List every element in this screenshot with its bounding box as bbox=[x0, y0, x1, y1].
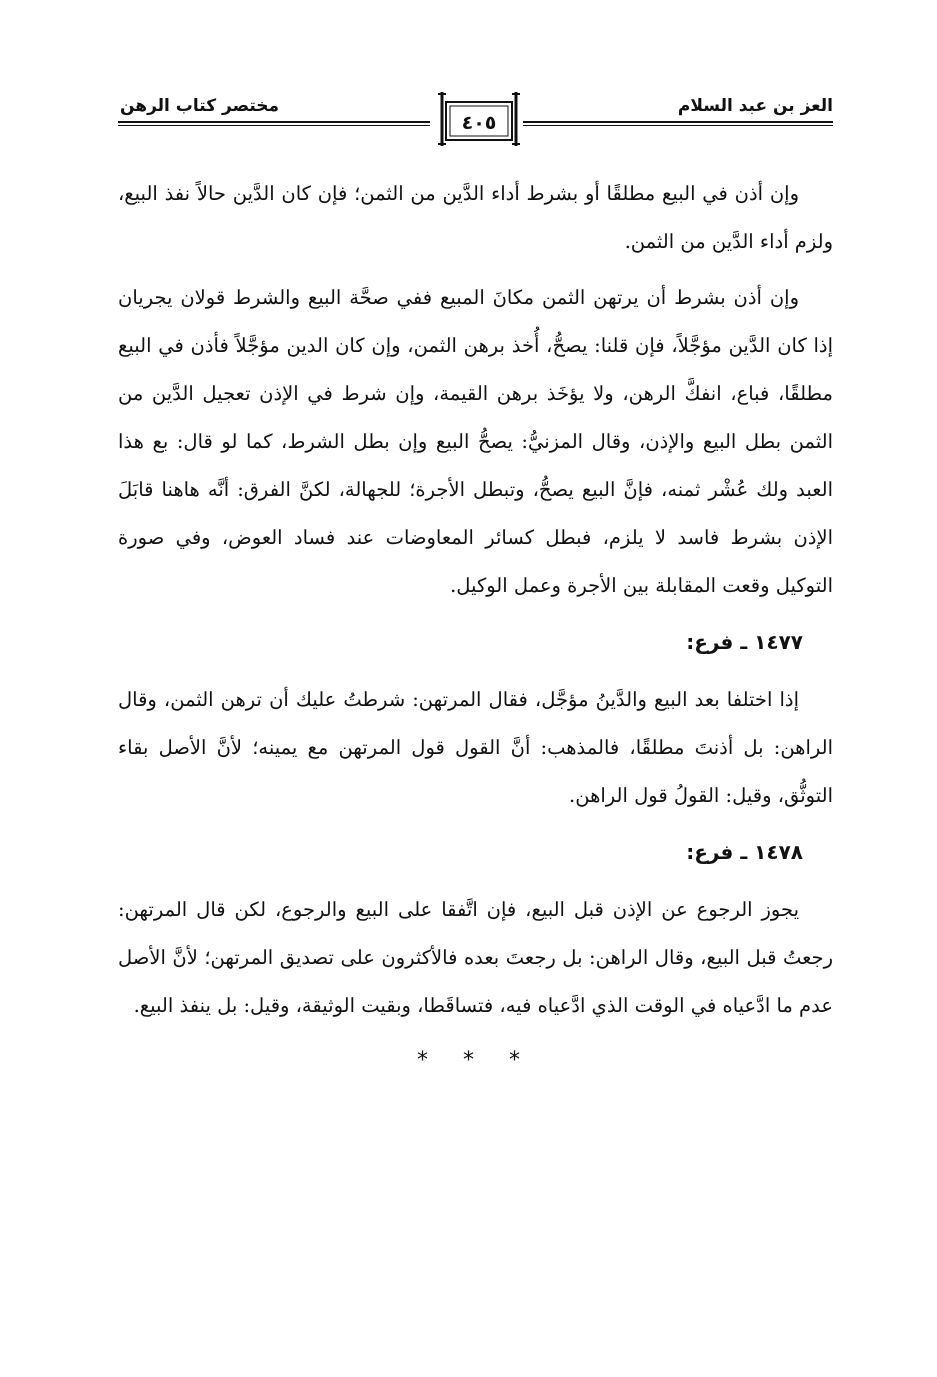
branch-heading-1477: ١٤٧٧ ـ فرع: bbox=[686, 630, 803, 654]
paragraph: وإن أذن بشرط أن يرتهن الثمن مكانَ المبيع ففي صحَّة البيع والشرط قولان يجريان إذا كان الدَّين مؤجَّلاً، فإن قلنا: يصحُّ، أُخذ برهن الثمن، وإن كان الدين مؤجَّلاً فأذن في البيع مطلقًا، فباع، انفكَّ الرهن، ولا يؤخَذ برهن القيمة، وإن شرط في الإذن تعجيل الدَّين من الثمن بطل البيع والإذن، وقال المزنيُّ: يصحُّ البيع وإن بطل الشرط، كما لو قال: بع هذا العبد ولك عُشْر ثمنه، فإنَّ البيع يصحُّ، وتبطل الأجرة؛ للجهالة، لكنَّ الفرق: أنَّه هاهنا قابَلَ الإذن بشرط فاسد لا يلزم، فبطل كسائر المعاوضات عند فساد العوض، وفي صورة التوكيل وقعت المقابلة بين الأجرة وعمل الوكيل. bbox=[118, 286, 833, 597]
page-number-frame bbox=[436, 90, 522, 148]
branch-1477-text: إذا اختلفا بعد البيع والدَّينُ مؤجَّل، فقال المرتهن: شرطتُ عليك أن ترهن الثمن، وقال الراهن: بل أذنتَ مطلقًا، فالمذهب: أنَّ القول قول المرتهن مع يمينه؛ لأنَّ الأصل بقاء التوثُّق، وقيل: القولُ قول الراهن. bbox=[118, 688, 833, 807]
author-title: العز بن عبد السلام bbox=[677, 96, 833, 116]
page-body bbox=[118, 170, 833, 1073]
branch-heading-1478: ١٤٧٨ ـ فرع: bbox=[686, 840, 803, 864]
page-number: ٤٠٥ bbox=[461, 112, 497, 134]
book-title: مختصر كتاب الرهن bbox=[120, 96, 280, 116]
section-separator: * * * bbox=[417, 1048, 534, 1073]
header-rule-left bbox=[118, 121, 430, 126]
header-rule-right bbox=[523, 121, 833, 126]
page-header bbox=[118, 88, 833, 158]
paragraph: وإن أذن في البيع مطلقًا أو بشرط أداء الدَّين من الثمن؛ فإن كان الدَّين حالاً نفذ البيع، ولزم أداء الدَّين من الثمن. bbox=[118, 182, 833, 253]
branch-1478-text: يجوز الرجوع عن الإذن قبل البيع، فإن اتَّفقا على البيع والرجوع، لكن قال المرتهن: رجعتُ قبل البيع، وقال الراهن: بل رجعتَ بعده فالأكثرون على تصديق المرتهن؛ لأنَّ الأصل عدم ما ادَّعياه في الوقت الذي ادَّعياه فيه، فتساقَطا، وبقيت الوثيقة، وقيل: بل ينفذ البيع. bbox=[118, 898, 833, 1017]
